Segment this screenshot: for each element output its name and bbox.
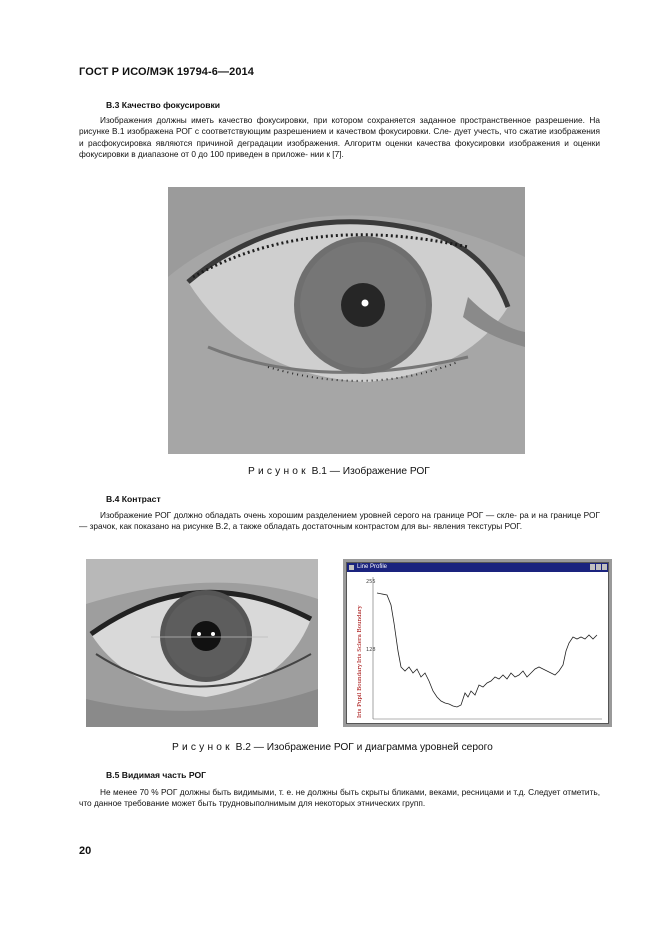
figure-b2-gray-level-window	[343, 559, 612, 727]
window-title: Line Profile	[357, 564, 388, 570]
section-b4-paragraph	[79, 510, 600, 533]
section-b5-title: B.5 Видимая часть РОГ	[106, 770, 207, 780]
b4-line-1: Изображение РОГ должно обладать очень хорошим разделением уровней серого на границе РОГ — скле-	[100, 510, 517, 520]
label-iris-sclera-boundary: Iris Sclera Boundary	[357, 605, 363, 663]
b3-line-3: дует учесть, что сжатие изображения и расфокусировка являются причиной деградации изображения. Алгоритм	[79, 126, 600, 148]
figure-b1-caption-prefix: Рисунок	[248, 466, 309, 477]
section-b3-title: B.3 Качество фокусировки	[106, 100, 221, 110]
b3-line-5: нии к [7].	[310, 148, 344, 159]
figure-b2-caption-prefix: Рисунок	[172, 742, 233, 753]
section-b5-paragraph	[79, 787, 600, 810]
b3-line-1: Изображения должны иметь качество фокусировки, при котором сохраняется заданное пространственное	[100, 115, 532, 125]
label-iris-pupil-boundary: Iris Pupil Boundary	[357, 663, 363, 718]
b3-line-4: оценки качества фокусировки изображения и оценки фокусировки в диапазоне от 0 до 100 приведен в приложе-	[79, 137, 601, 159]
b3-line-2: разрешение. На рисунке B.1 изображена РОГ с соответствующим разрешением и качеством фокусировки. Сле-	[79, 115, 600, 137]
figure-b2-caption	[172, 742, 493, 753]
b4-line-2: ра и на границе РОГ — зрачок, как показано на рисунке B.2, а также обладать достаточным контрастом для вы-	[79, 510, 600, 532]
y-tick-255: 255	[366, 579, 376, 585]
figure-b1-caption	[248, 466, 430, 477]
b4-line-3: явления текстуры РОГ.	[433, 521, 523, 532]
y-tick-128: 128	[366, 647, 376, 653]
window-controls	[589, 564, 607, 571]
section-b4-title: B.4 Контраст	[106, 494, 161, 504]
gray-level-plot	[347, 573, 608, 723]
figure-b2-caption-text: B.2 — Изображение РОГ и диаграмма уровней серого	[235, 742, 493, 753]
b5-line-2: т.д. Следует отметить, что данное требование может быть трудновыполнимым для некоторых этнических групп.	[79, 787, 600, 809]
window-title-bar	[347, 563, 608, 572]
window-app-icon	[349, 565, 354, 570]
page-number: 20	[79, 845, 92, 857]
line-profile-window	[346, 562, 609, 724]
figure-b1-eye-image	[168, 187, 525, 454]
figure-b1-caption-text: B.1 — Изображение РОГ	[311, 466, 430, 477]
section-b3-paragraph	[79, 115, 600, 160]
figure-b2-eye-image	[86, 559, 318, 727]
document-header: ГОСТ Р ИСО/МЭК 19794-6—2014	[79, 66, 254, 78]
b5-line-1: Не менее 70 % РОГ должны быть видимыми, т. е. не должны быть скрыты бликами, веками, ресницами и	[100, 787, 511, 797]
